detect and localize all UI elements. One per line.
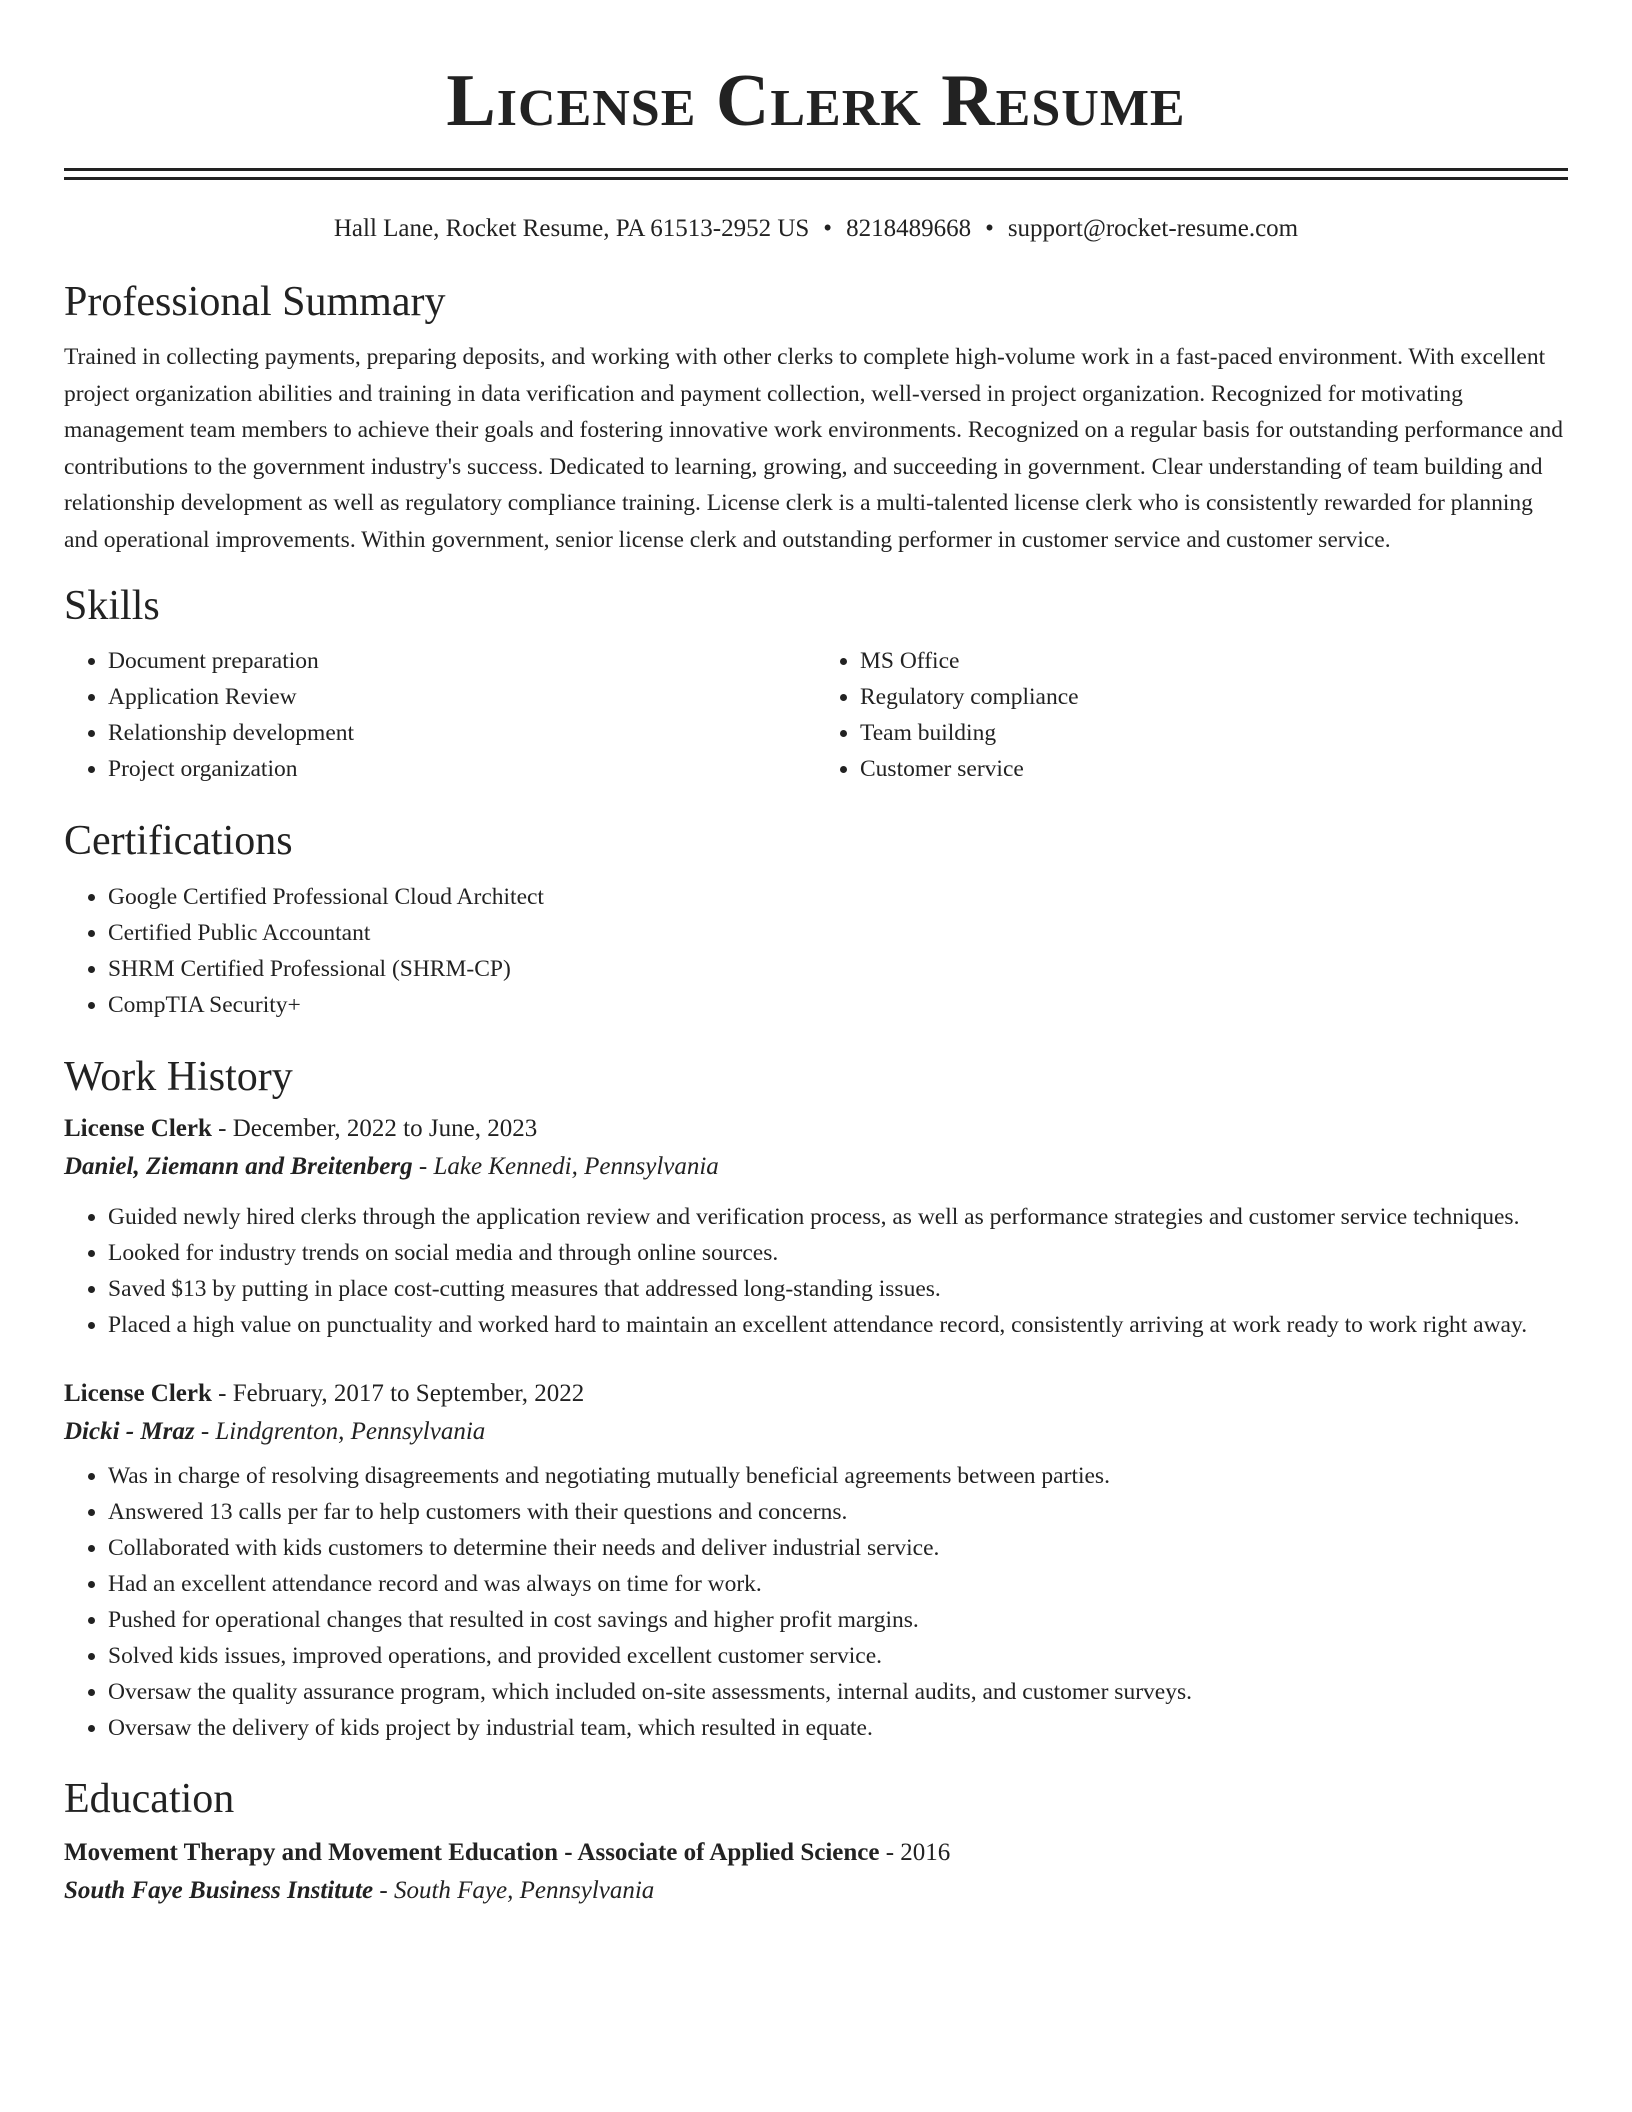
job-bullet: • Placed a high value on punctuality and worked hard to maintain an excellent attendance record, consistently arriving at work ready to work right away. [108, 1307, 1568, 1343]
education-header [64, 1834, 1568, 1872]
job-bullet: • Solved kids issues, improved operations, and provided excellent customer service. [108, 1638, 1568, 1674]
contact-separator: • [985, 215, 994, 242]
job-company-line [64, 1413, 1568, 1451]
contact-address: Hall Lane, Rocket Resume, PA 61513-2952 US [333, 215, 810, 242]
job-title: License Clerk [64, 1115, 212, 1142]
job-company: Daniel, Ziemann and Breitenberg [64, 1153, 413, 1180]
job-bullet: • Answered 13 calls per far to help customers with their questions and concerns. [108, 1494, 1568, 1530]
job-bullet: • Saved $13 by putting in place cost-cutting measures that addressed long-standing issues. [108, 1271, 1568, 1307]
certifications-heading: Certifications [64, 818, 293, 864]
job-location: - Lake Kennedi, Pennsylvania [412, 1153, 719, 1180]
summary-heading: Professional Summary [64, 279, 446, 325]
skill-item: • Team building [860, 715, 1568, 751]
job-company: Dicki - Mraz [64, 1418, 195, 1445]
job-bullet: • Was in charge of resolving disagreements and negotiating mutually beneficial agreements between parties. [108, 1458, 1568, 1494]
certification-item: • SHRM Certified Professional (SHRM-CP) [108, 951, 1568, 987]
job-entry [64, 1110, 1568, 1343]
skills-column-right [816, 643, 1568, 787]
contact-email[interactable]: support@rocket-resume.com [1007, 215, 1299, 242]
job-entry [64, 1375, 1568, 1746]
skill-item: • Project organization [108, 751, 816, 787]
education-heading: Education [64, 1776, 235, 1822]
education-school: South Faye Business Institute [64, 1877, 374, 1904]
education-entry [64, 1834, 1568, 1910]
job-bullet: • Oversaw the quality assurance program, which included on-site assessments, internal audits, and customer surveys. [108, 1674, 1568, 1710]
job-company-line [64, 1148, 1568, 1186]
skill-item: • Relationship development [108, 715, 816, 751]
job-header [64, 1110, 1568, 1148]
work-history-heading: Work History [64, 1054, 293, 1100]
skill-item: • Customer service [860, 751, 1568, 787]
job-title: License Clerk [64, 1380, 212, 1407]
job-bullets [64, 1199, 1568, 1343]
skill-item: • Application Review [108, 679, 816, 715]
skill-item: • MS Office [860, 643, 1568, 679]
title-divider-thin [64, 177, 1568, 180]
skills-list [64, 643, 1568, 787]
education-year: - 2016 [879, 1839, 951, 1866]
job-bullet: • Had an excellent attendance record and was always on time for work. [108, 1566, 1568, 1602]
skill-item: • Document preparation [108, 643, 816, 679]
certification-item: • Certified Public Accountant [108, 915, 1568, 951]
skills-column-left [64, 643, 816, 787]
job-header [64, 1375, 1568, 1413]
job-dates: - February, 2017 to September, 2022 [211, 1380, 585, 1407]
job-bullet: • Looked for industry trends on social media and through online sources. [108, 1235, 1568, 1271]
job-bullet: • Guided newly hired clerks through the application review and verification process, as well as performance strategies and customer service techniques. [108, 1199, 1568, 1235]
skills-heading: Skills [64, 583, 160, 629]
resume-title: License Clerk Resume [446, 60, 1186, 142]
job-dates: - December, 2022 to June, 2023 [211, 1115, 538, 1142]
summary-text: Trained in collecting payments, preparing deposits, and working with other clerks to complete high-volume work in a fast-paced environment. With excellent project organization abilities and training in data verification and payment collection, well-versed in project organization. Recognized for motivating management team members to achieve their goals and fostering innovative work environments. Recognized on a regular basis for outstanding performance and contributions to the government industry's success. Dedicated to learning, growing, and succeeding in government. Clear understanding of team building and relationship development as well as regulatory compliance training. License clerk is a multi-talented license clerk who is consistently rewarded for planning and operational improvements. Within government, senior license clerk and outstanding performer in customer service and customer service. [64, 344, 1563, 553]
contact-phone: 8218489668 [846, 215, 972, 242]
contact-separator: • [823, 215, 833, 242]
education-degree: Movement Therapy and Movement Education - Associate of Applied Science [64, 1839, 880, 1866]
certifications-list [64, 879, 1568, 1023]
contact-line [64, 216, 1568, 241]
education-location: - South Faye, Pennsylvania [373, 1877, 655, 1904]
job-location: - Lindgrenton, Pennsylvania [194, 1418, 486, 1445]
job-bullets [64, 1458, 1568, 1746]
job-bullet: • Collaborated with kids customers to determine their needs and deliver industrial service. [108, 1530, 1568, 1566]
certification-item: • Google Certified Professional Cloud Architect [108, 879, 1568, 915]
certification-item: • CompTIA Security+ [108, 987, 1568, 1023]
skill-item: • Regulatory compliance [860, 679, 1568, 715]
job-bullet: • Oversaw the delivery of kids project by industrial team, which resulted in equate. [108, 1710, 1568, 1746]
education-school-line [64, 1872, 1568, 1910]
job-bullet: • Pushed for operational changes that resulted in cost savings and higher profit margins. [108, 1602, 1568, 1638]
title-divider-thick [64, 168, 1568, 171]
